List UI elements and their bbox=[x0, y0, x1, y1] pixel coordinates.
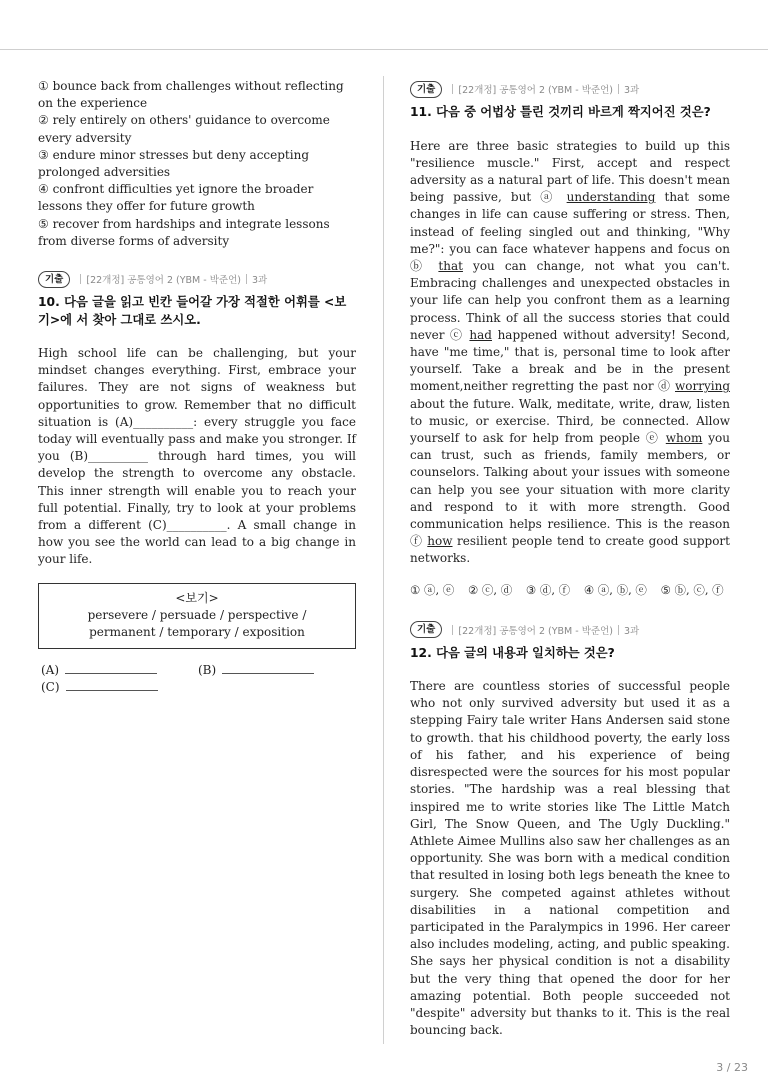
q10-passage: High school life can be challenging, but your mindset changes everything. First, embrace your failures. They are not signs of weakness but opportunities to grow. Remember that no difficult situation is (A)__________: every struggle you face today will eventually pass and make you stronger. If you (B)__________ through hard times, you will develop the strength to overcome any obstacle. This inner strength will enable you to reach your full potential. Finally, try to look at your problems from a different (C)__________. A small change in how you see the world can lead to a big change in your life. bbox=[38, 346, 356, 567]
answer-b[interactable] bbox=[198, 661, 314, 679]
choice-3[interactable]: ③ ⓓ, ⓕ bbox=[525, 582, 571, 597]
q12-source-tag bbox=[410, 621, 730, 639]
source-text: [22개정] 공통영어 2 (YBM - 박준언) bbox=[86, 275, 241, 287]
header-rule bbox=[0, 49, 768, 50]
q11-text: that some changes in life can cause suffering or stress. Then, instead of feeling singled out and thinking, "Why me?": you can face whatever happens and focus on ⓑ bbox=[410, 190, 730, 273]
source-text: [22개정] 공통영어 2 (YBM - 박준언) bbox=[458, 625, 613, 637]
answer-c-line[interactable] bbox=[66, 678, 158, 691]
underlined-word-b: that bbox=[438, 258, 463, 273]
underlined-word-e: whom bbox=[665, 430, 703, 445]
exam-badge: 기출 bbox=[410, 81, 442, 98]
q9-options bbox=[38, 78, 356, 250]
choice-1[interactable]: ① ⓐ, ⓔ bbox=[410, 582, 455, 597]
answer-a-line[interactable] bbox=[65, 661, 157, 674]
q11-text: Here are three basic strategies to build up this "resilience muscle." First, accept and respect adversity as a natural part of life. This doesn't mean being passive, but ⓐ bbox=[410, 138, 730, 205]
answer-blanks bbox=[38, 661, 356, 697]
q11-source-tag bbox=[410, 80, 730, 98]
lesson-text: 3과 bbox=[623, 85, 640, 96]
option-4: ④ confront difficulties yet ignore the broader lessons they offer for future growth bbox=[38, 182, 314, 214]
answer-a-label: (A) bbox=[41, 663, 60, 678]
column-divider bbox=[383, 76, 384, 1044]
q12-title: 12. 다음 글의 내용과 일치하는 것은? bbox=[410, 645, 615, 660]
exam-badge: 기출 bbox=[410, 621, 442, 638]
choice-4[interactable]: ④ ⓐ, ⓑ, ⓔ bbox=[583, 582, 647, 597]
lesson-text: 3과 bbox=[623, 625, 640, 637]
q11-text: about the future. Walk, meditate, write, draw, listen to music, or exercise. Third, be connected. Allow yourself to ask for help from people ⓔ bbox=[410, 396, 730, 445]
tag-separator bbox=[80, 274, 81, 284]
tag-separator bbox=[618, 625, 619, 635]
tag-separator bbox=[452, 625, 453, 635]
underlined-word-d: worrying bbox=[675, 379, 730, 394]
word-box-words: persevere / persuade / perspective / permanent / temporary / exposition bbox=[87, 607, 307, 640]
answer-b-line[interactable] bbox=[222, 661, 314, 674]
underlined-word-f: how bbox=[427, 534, 453, 549]
option-2: ② rely entirely on others' guidance to overcome every adversity bbox=[38, 113, 330, 145]
option-1: ① bounce back from challenges without reflecting on the experience bbox=[38, 79, 344, 111]
page-number: 3 / 23 bbox=[716, 1061, 748, 1074]
choice-5[interactable]: ⑤ ⓑ, ⓒ, ⓕ bbox=[660, 582, 724, 597]
q10-title: 10. 다음 글을 읽고 빈칸 들어갈 가장 적절한 어휘를 <보기>에 서 찾아 그대로 쓰시오. bbox=[38, 295, 347, 327]
tag-separator bbox=[618, 84, 619, 94]
answer-c-label: (C) bbox=[41, 680, 60, 695]
q11-choices bbox=[410, 582, 730, 599]
q11-text: resilient people tend to create good support networks. bbox=[410, 534, 730, 566]
tag-separator bbox=[246, 274, 247, 284]
word-box bbox=[38, 583, 356, 650]
q11-text: you can trust, such as friends, family members, or counselors. Talking about your issues with someone can help you see your situation with more clarity and respond to it with more strength. Good communication helps resilience. This is the reason ⓕ bbox=[410, 430, 730, 549]
q10-source-tag bbox=[38, 270, 356, 288]
answer-c[interactable] bbox=[41, 678, 158, 696]
tag-separator bbox=[452, 84, 453, 94]
option-3: ③ endure minor stresses but deny accepting prolonged adversities bbox=[38, 147, 309, 180]
left-column bbox=[38, 78, 356, 697]
right-column bbox=[410, 78, 730, 1039]
q11-text: happened without adversity! Second, have "me time," that is, personal time to look after yourself. Take a break and be in the present moment,neither regretting the past nor ⓓ bbox=[410, 327, 731, 394]
q11-title: 11. 다음 중 어법상 틀린 것끼리 바르게 짝지어진 것은? bbox=[410, 105, 711, 119]
underlined-word-c: had bbox=[469, 327, 492, 342]
choice-2[interactable]: ② ⓒ, ⓓ bbox=[467, 582, 513, 597]
underlined-word-a: understanding bbox=[566, 190, 656, 205]
option-5: ⑤ recover from hardships and integrate lessons from diverse forms of adversity bbox=[38, 216, 330, 248]
answer-a[interactable] bbox=[41, 661, 157, 679]
q12-passage: There are countless stories of successful people who not only survived adversity but used it as a stepping Fairy tale writer Hans Andersen said stone to growth. that his childhood poverty, the early loss of his father, and his experience of being disrespected were the sources for his most popular stories. "The hardship was a real blessing that inspired me to write stories like The Little Match Girl, The Snow Queen, and The Ugly Duckling." Athlete Aimee Mullins also saw her challenges as an opportunity. She was born with a medical condition that resulted in losing both legs beneath the knee to surgery. She competed against athletes without disabilities in a national competition and participated in the Paralympics in 1996. Her career also includes modeling, acting, and public speaking. She says her physical condition is not a disability but the very thing that opened the door for her amazing potential. Both people succeeded not "despite" adversity but thanks to it. This is the real bouncing back. bbox=[410, 679, 730, 1038]
lesson-text: 3과 bbox=[251, 275, 268, 287]
q11-passage bbox=[410, 138, 730, 568]
answer-b-label: (B) bbox=[198, 663, 217, 678]
q11-text: you can change, not what you can't. Embracing challenges and unexpected obstacles in your life can help you confront them as a learning process. Think of all the success stories that could never ⓒ bbox=[410, 258, 730, 342]
exam-badge: 기출 bbox=[38, 271, 70, 288]
source-text: [22개정] 공통영어 2 (YBM - 박준언) bbox=[458, 85, 613, 96]
word-box-title: <보기> bbox=[175, 590, 219, 605]
